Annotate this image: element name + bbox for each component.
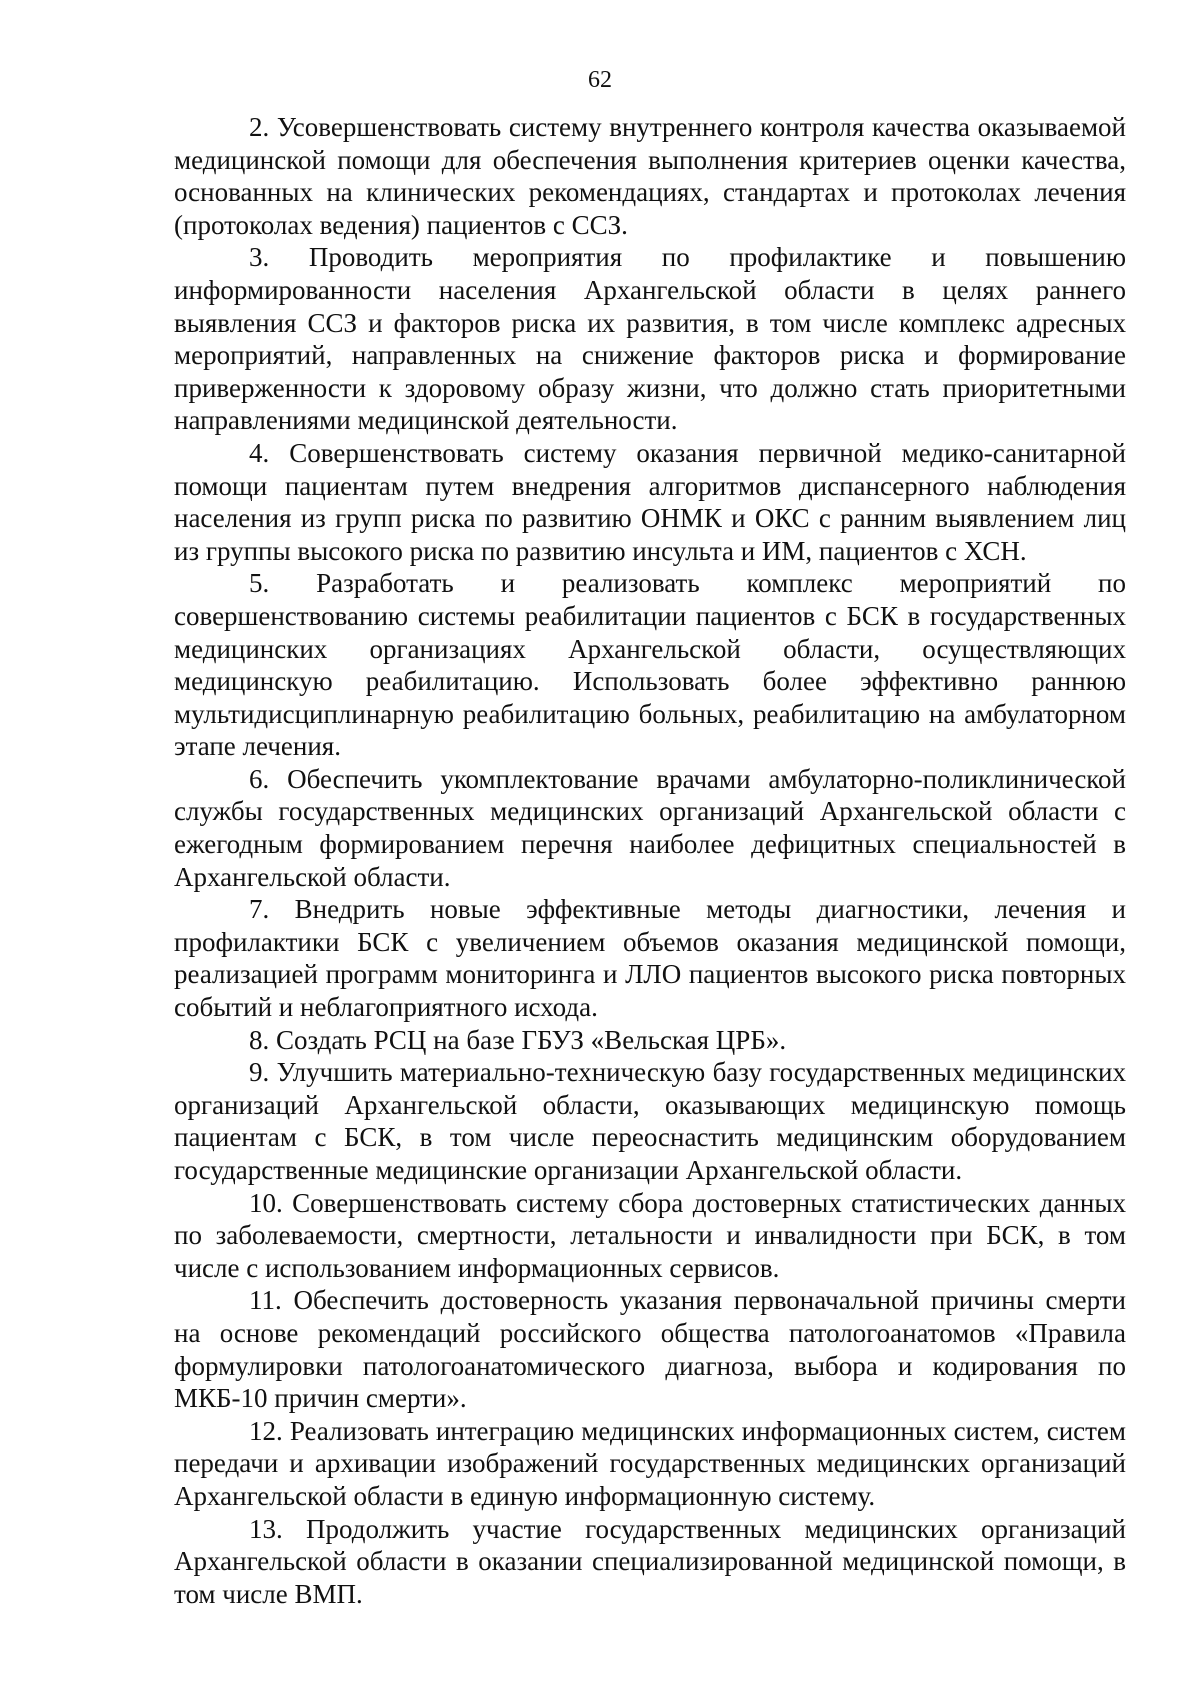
- list-item: 7. Внедрить новые эффективные методы диагностики, лечения и профилактики БСК с увеличением объемов оказания медицинской помощи, реализацией программ мониторинга и ЛЛО пациентов высокого риска повторных событий и неблагоприятного исхода.: [174, 894, 1126, 1023]
- list-item: 4. Совершенствовать систему оказания первичной медико-санитарной помощи пациентам путем внедрения алгоритмов диспансерного наблюдения населения из групп риска по развитию ОНМК и ОКС с ранним выявлением лиц из группы высокого риска по развитию инсульта и ИМ, пациентов с ХСН.: [174, 437, 1126, 566]
- list-item: 11. Обеспечить достоверность указания первоначальной причины смерти на основе рекомендаций российского общества патологоанатомов «Правила формулировки патологоанатомического диагноза, выбора и кодирования по МКБ-10 причин смерти».: [174, 1285, 1126, 1414]
- page-number: 62: [588, 67, 612, 93]
- list-item: 3. Проводить мероприятия по профилактике и повышению информированности населения Архангельской области в целях раннего выявления ССЗ и факторов риска их развития, в том числе комплекс адресных мероприятий, направленных на снижение факторов риска и формирование приверженности к здоровому образу жизни, что должно стать приоритетными направлениями медицинской деятельности.: [174, 242, 1126, 436]
- list-item: 10. Совершенствовать систему сбора достоверных статистических данных по заболеваемости, смертности, летальности и инвалидности при БСК, в том числе с использованием информационных сервисов.: [174, 1187, 1126, 1283]
- list-item: 9. Улучшить материально-техническую базу государственных медицинских организаций Архангельской области, оказывающих медицинскую помощь пациентам с БСК, в том числе переоснастить медицинским оборудованием государственные медицинские организации Архангельской области.: [174, 1057, 1126, 1185]
- list-item: 12. Реализовать интеграцию медицинских информационных систем, систем передачи и архивации изображений государственных медицинских организаций Архангельской области в единую информационную систему.: [174, 1415, 1126, 1511]
- document-body: [174, 111, 1126, 1610]
- list-item: 8. Создать РСЦ на базе ГБУЗ «Вельская ЦРБ».: [249, 1024, 787, 1055]
- list-item: 2. Усовершенствовать систему внутреннего контроля качества оказываемой медицинской помощи для обеспечения выполнения критериев оценки качества, основанных на клинических рекомендациях, стандартах и протоколах лечения (протоколах ведения) пациентов с ССЗ.: [174, 112, 1126, 240]
- list-item: 13. Продолжить участие государственных медицинских организаций Архангельской области в оказании специализированной медицинской помощи, в том числе ВМП.: [174, 1513, 1126, 1609]
- list-item: 5. Разработать и реализовать комплекс мероприятий по совершенствованию системы реабилитации пациентов с БСК в государственных медицинских организациях Архангельской области, осуществляющих медицинскую реабилитацию. Использовать более эффективно раннюю мультидисциплинарную реабилитацию больных, реабилитацию на амбулаторном этапе лечения.: [174, 568, 1126, 762]
- list-item: 6. Обеспечить укомплектование врачами амбулаторно-поликлинической службы государственных медицинских организаций Архангельской области с ежегодным формированием перечня наиболее дефицитных специальностей в Архангельской области.: [174, 763, 1126, 892]
